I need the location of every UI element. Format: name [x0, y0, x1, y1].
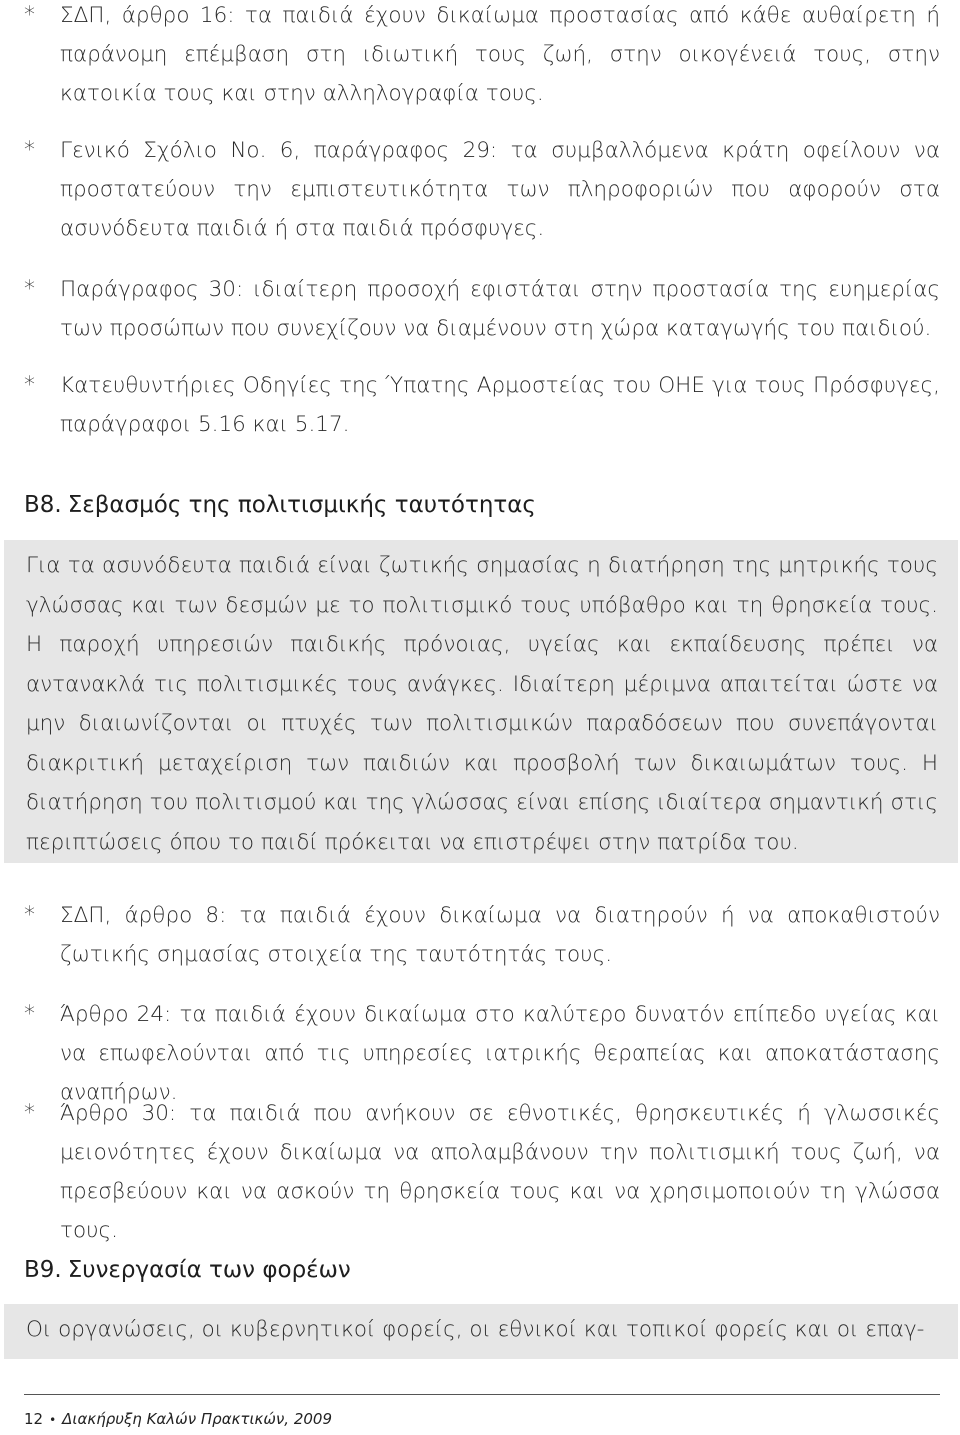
asterisk-icon: * [24, 277, 35, 302]
footer-divider [24, 1394, 940, 1395]
bullet-item [24, 270, 940, 348]
publication-title: Διακήρυξη Καλών Πρακτικών, 2009 [62, 1410, 333, 1428]
bullet-text: Άρθρο 30: τα παιδιά που ανήκουν σε εθνοτικές, θρησκευτικές ή γλωσσικές μειονότητες έχουν δικαίωμα να απολαμβάνουν την πολιτισμική τους ζωή, να πρεσβεύουν και να ασκούν τη θρησκεία τους και να χρησιμοποιούν τη γλώσσα τους. [60, 1101, 940, 1243]
box-paragraph: Για τα ασυνόδευτα παιδιά είναι ζωτικής σημασίας η διατήρηση της μητρικής τους γλώσσας και των δεσμών με το πολιτισμικό τους υπόβαθρο και τη θρησκεία τους. Η παροχή υπηρεσιών παιδικής πρόνοιας, υγείας και εκπαίδευσης πρέπει να αντανακλά τις πολιτισμικές τους ανάγκες. Ιδιαίτερη μέριμνα απαιτείται ώστε να μην διαιωνίζονται οι πτυχές των πολιτισμικών παραδόσεων που συνεπάγονται διακριτική μεταχείριση των παιδιών και προσβολή των δικαιωμάτων τους. Η διατήρηση του πολιτισμού και της γλώσσας είναι επίσης ιδιαίτερα σημαντική στις περιπτώσεις όπου το παιδί πρόκειται να επιστρέψει στην πατρίδα του. [26, 553, 938, 855]
bullet-text: Κατευθυντήριες Οδηγίες της Ύπατης Αρμοστείας του ΟΗΕ για τους Πρόσφυγες, παράγραφοι 5.16 και 5.17. [60, 373, 940, 437]
asterisk-icon: * [24, 1002, 35, 1027]
section-number: Β8. [24, 492, 62, 518]
section-title: Συνεργασία των φορέων [67, 1257, 351, 1283]
bullet-item [24, 366, 940, 444]
asterisk-icon: * [24, 138, 35, 163]
bullet-text: ΣΔΠ, άρθρο 8: τα παιδιά έχουν δικαίωμα να διατηρούν ή να αποκαθιστούν ζωτικής σημασίας στοιχεία της ταυτότητάς τους. [60, 903, 940, 967]
asterisk-icon: * [24, 1101, 35, 1126]
box-paragraph: Οι οργανώσεις, οι κυβερνητικοί φορείς, οι εθνικοί και τοπικοί φορείς και οι επαγ- [26, 1317, 925, 1342]
page-footer [24, 1408, 332, 1431]
section-heading [24, 1254, 351, 1286]
page-number: 12 [24, 1410, 44, 1428]
bullet-item [24, 896, 940, 974]
bullet-item [24, 131, 940, 248]
section-title: Σεβασμός της πολιτισμικής ταυτότητας [67, 492, 536, 518]
highlight-box [4, 1304, 958, 1359]
section-heading [24, 489, 536, 521]
bullet-text: Γενικό Σχόλιο Νο. 6, παράγραφος 29: τα συμβαλλόμενα κράτη οφείλουν να προστατεύουν την εμπιστευτικότητα των πληροφοριών που αφορούν στα ασυνόδευτα παιδιά ή στα παιδιά πρόσφυγες. [60, 138, 940, 241]
bullet-text: Παράγραφος 30: ιδιαίτερη προσοχή εφιστάται στην προστασία της ευημερίας των προσώπων που συνεχίζουν να διαμένουν στη χώρα καταγωγής του παιδιού. [60, 277, 940, 341]
asterisk-icon: * [24, 373, 35, 398]
bullet-item [24, 0, 940, 113]
bullet-text: ΣΔΠ, άρθρο 16: τα παιδιά έχουν δικαίωμα προστασίας από κάθε αυθαίρετη ή παράνομη επέμβαση στη ιδιωτική τους ζωή, στην οικογένειά τους, στην κατοικία τους και στην αλληλογραφία τους. [60, 3, 940, 106]
bullet-separator-icon: • [49, 1413, 57, 1427]
section-number: Β9. [24, 1257, 62, 1283]
asterisk-icon: * [24, 3, 35, 28]
bullet-text: Άρθρο 24: τα παιδιά έχουν δικαίωμα στο καλύτερο δυνατόν επίπεδο υγείας και να επωφελούνται από τις υπηρεσίες ιατρικής θεραπείας και αποκατάστασης αναπήρων. [60, 1002, 940, 1105]
highlight-box [4, 540, 958, 863]
asterisk-icon: * [24, 903, 35, 928]
bullet-item [24, 1094, 940, 1250]
